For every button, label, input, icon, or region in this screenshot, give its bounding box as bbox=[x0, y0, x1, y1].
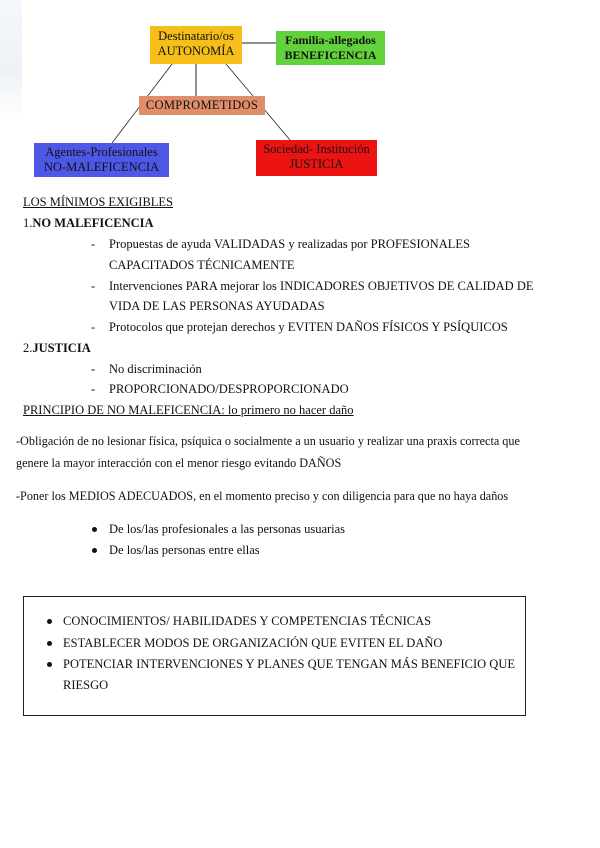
section-1-title bbox=[23, 215, 154, 231]
principio-paragraph-1-line2: genere la mayor interacción con el menor riesgo evitando DAÑOS bbox=[16, 456, 342, 470]
minimos-heading: LOS MÍNIMOS EXIGIBLES bbox=[23, 195, 173, 209]
principio-heading: PRINCIPIO DE NO MALEFICENCIA: lo primero no hacer daño bbox=[23, 403, 354, 417]
dash-marker: - bbox=[91, 362, 96, 376]
section-1-label: NO MALEFICENCIA bbox=[32, 216, 154, 230]
node-autonomia bbox=[150, 26, 242, 64]
principio-paragraph-2: -Poner los MEDIOS ADECUADOS, en el momento preciso y con diligencia para que no haya daños bbox=[16, 489, 509, 503]
box-item-3-line1: POTENCIAR INTERVENCIONES Y PLANES QUE TENGAN MÁS BENEFICIO QUE bbox=[63, 657, 516, 671]
dash-marker: - bbox=[91, 320, 96, 334]
s1-item-1-line2: CAPACITADOS TÉCNICAMENTE bbox=[109, 258, 295, 272]
node-beneficencia bbox=[276, 31, 385, 65]
box-item-3-line2: RIESGO bbox=[63, 678, 109, 692]
principio-paragraph-1-line1: -Obligación de no lesionar física, psíquica o socialmente a un usuario y realizar una praxis correcta que bbox=[16, 434, 520, 448]
principles-diagram bbox=[0, 0, 600, 185]
bullet-icon bbox=[47, 662, 52, 667]
node-comprometidos bbox=[139, 96, 265, 115]
node-beneficencia-line1: Familia-allegados bbox=[285, 33, 376, 47]
s2-item-2: PROPORCIONADO/DESPROPORCIONADO bbox=[109, 382, 349, 396]
node-no-maleficencia-line1: Agentes-Profesionales bbox=[45, 145, 158, 159]
dash-marker: - bbox=[91, 382, 96, 396]
node-justicia bbox=[256, 140, 377, 176]
node-autonomia-line2: AUTONOMÍA bbox=[157, 44, 235, 58]
node-no-maleficencia-line2: NO-MALEFICENCIA bbox=[43, 160, 160, 174]
principio-bullet-1: De los/las profesionales a las personas usuarias bbox=[109, 522, 346, 536]
principio-bullet-2: De los/las personas entre ellas bbox=[109, 543, 260, 557]
node-justicia-line1: Sociedad- Institución bbox=[263, 142, 370, 156]
box-item-1: CONOCIMIENTOS/ HABILIDADES Y COMPETENCIAS TÉCNICAS bbox=[63, 614, 432, 628]
node-autonomia-line1: Destinatario/os bbox=[158, 29, 234, 43]
node-comprometidos-label: COMPROMETIDOS bbox=[145, 98, 259, 112]
s1-item-1-line1: Propuestas de ayuda VALIDADAS y realizadas por PROFESIONALES bbox=[109, 237, 470, 251]
s1-item-3: Protocolos que protejan derechos y EVITEN DAÑOS FÍSICOS Y PSÍQUICOS bbox=[109, 320, 508, 334]
section-2-title bbox=[23, 340, 91, 356]
bullet-icon bbox=[47, 619, 52, 624]
bullet-icon bbox=[92, 527, 97, 532]
bullet-icon bbox=[92, 548, 97, 553]
dash-marker: - bbox=[91, 279, 96, 293]
s2-item-1: No discriminación bbox=[109, 362, 202, 376]
s1-item-2-line2: VIDA DE LAS PERSONAS AYUDADAS bbox=[109, 299, 325, 313]
section-2-label: JUSTICIA bbox=[32, 341, 91, 355]
section-2-number: 2. bbox=[23, 341, 33, 355]
box-item-2: ESTABLECER MODOS DE ORGANIZACIÓN QUE EVITEN EL DAÑO bbox=[63, 636, 443, 650]
bullet-icon bbox=[47, 641, 52, 646]
node-beneficencia-line2: BENEFICENCIA bbox=[284, 48, 377, 62]
node-justicia-line2: JUSTICIA bbox=[289, 157, 344, 171]
s1-item-2-line1: Intervenciones PARA mejorar los INDICADORES OBJETIVOS DE CALIDAD DE bbox=[109, 279, 534, 293]
dash-marker: - bbox=[91, 237, 96, 251]
node-no-maleficencia bbox=[34, 143, 169, 177]
section-1-number: 1. bbox=[23, 216, 33, 230]
